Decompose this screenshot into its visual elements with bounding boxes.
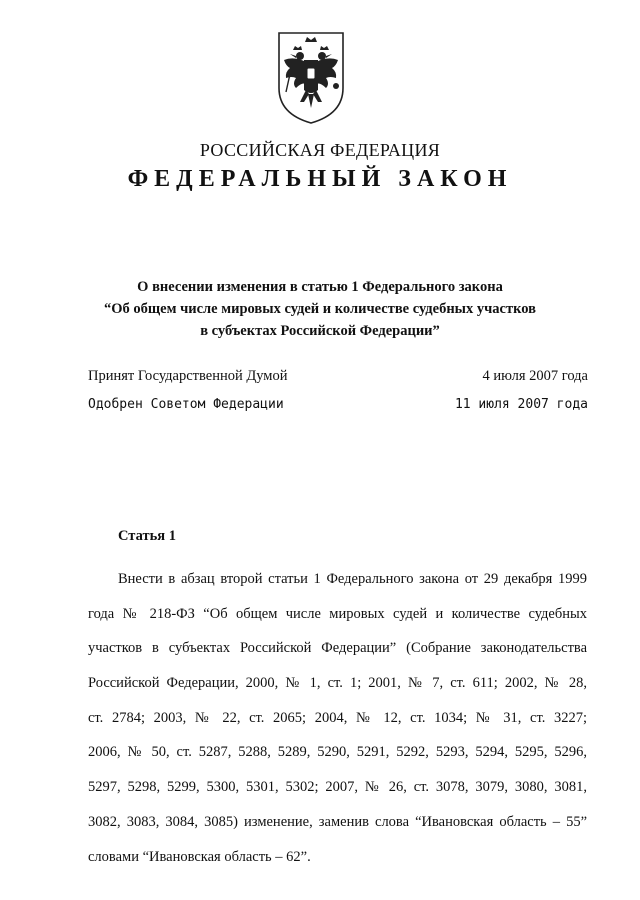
adoption-date: 4 июля 2007 года	[482, 368, 588, 384]
article-line: 3082, 3083, 3084, 3085) изменение, заменив слова “Ивановская область – 55”	[88, 813, 587, 830]
adoption-label: Одобрен Советом Федерации	[88, 397, 284, 412]
law-title-line: О внесении изменения в статью 1 Федерального закона	[137, 279, 503, 295]
article-line: словами “Ивановская область – 62”.	[88, 848, 311, 865]
law-title-line: в субъектах Российской Федерации”	[200, 323, 440, 339]
article-line: Российской Федерации, 2000, № 1, ст. 1; 2001, № 7, ст. 611; 2002, № 28,	[88, 675, 587, 692]
adoption-date: 11 июля 2007 года	[454, 397, 588, 412]
law-title-line: “Об общем числе мировых судей и количестве судебных участков	[104, 301, 536, 317]
article-line: года № 218-ФЗ “Об общем числе мировых судей и количестве судебных	[88, 605, 587, 622]
article-line: участков в субъектах Российской Федерации” (Собрание законодательства	[88, 640, 587, 657]
country-name: РОССИЙСКАЯ ФЕДЕРАЦИЯ	[199, 140, 441, 160]
document-type: ФЕДЕРАЛЬНЫЙ ЗАКОН	[127, 166, 513, 192]
article-body	[88, 562, 587, 874]
article-line: 5297, 5298, 5299, 5300, 5301, 5302; 2007, № 26, ст. 3078, 3079, 3080, 3081,	[88, 779, 587, 796]
article-heading: Статья 1	[118, 528, 176, 544]
coat-of-arms-icon	[276, 30, 346, 126]
article-line: Внести в абзац второй статьи 1 Федерального закона от 29 декабря 1999	[118, 571, 587, 587]
law-title	[60, 276, 580, 342]
adoption-label: Принят Государственной Думой	[88, 368, 288, 384]
article-line: ст. 2784; 2003, № 22, ст. 2065; 2004, № 12, ст. 1034; № 31, ст. 3227;	[88, 709, 587, 726]
article-line: 2006, № 50, ст. 5287, 5288, 5289, 5290, 5291, 5292, 5293, 5294, 5295, 5296,	[88, 744, 587, 761]
